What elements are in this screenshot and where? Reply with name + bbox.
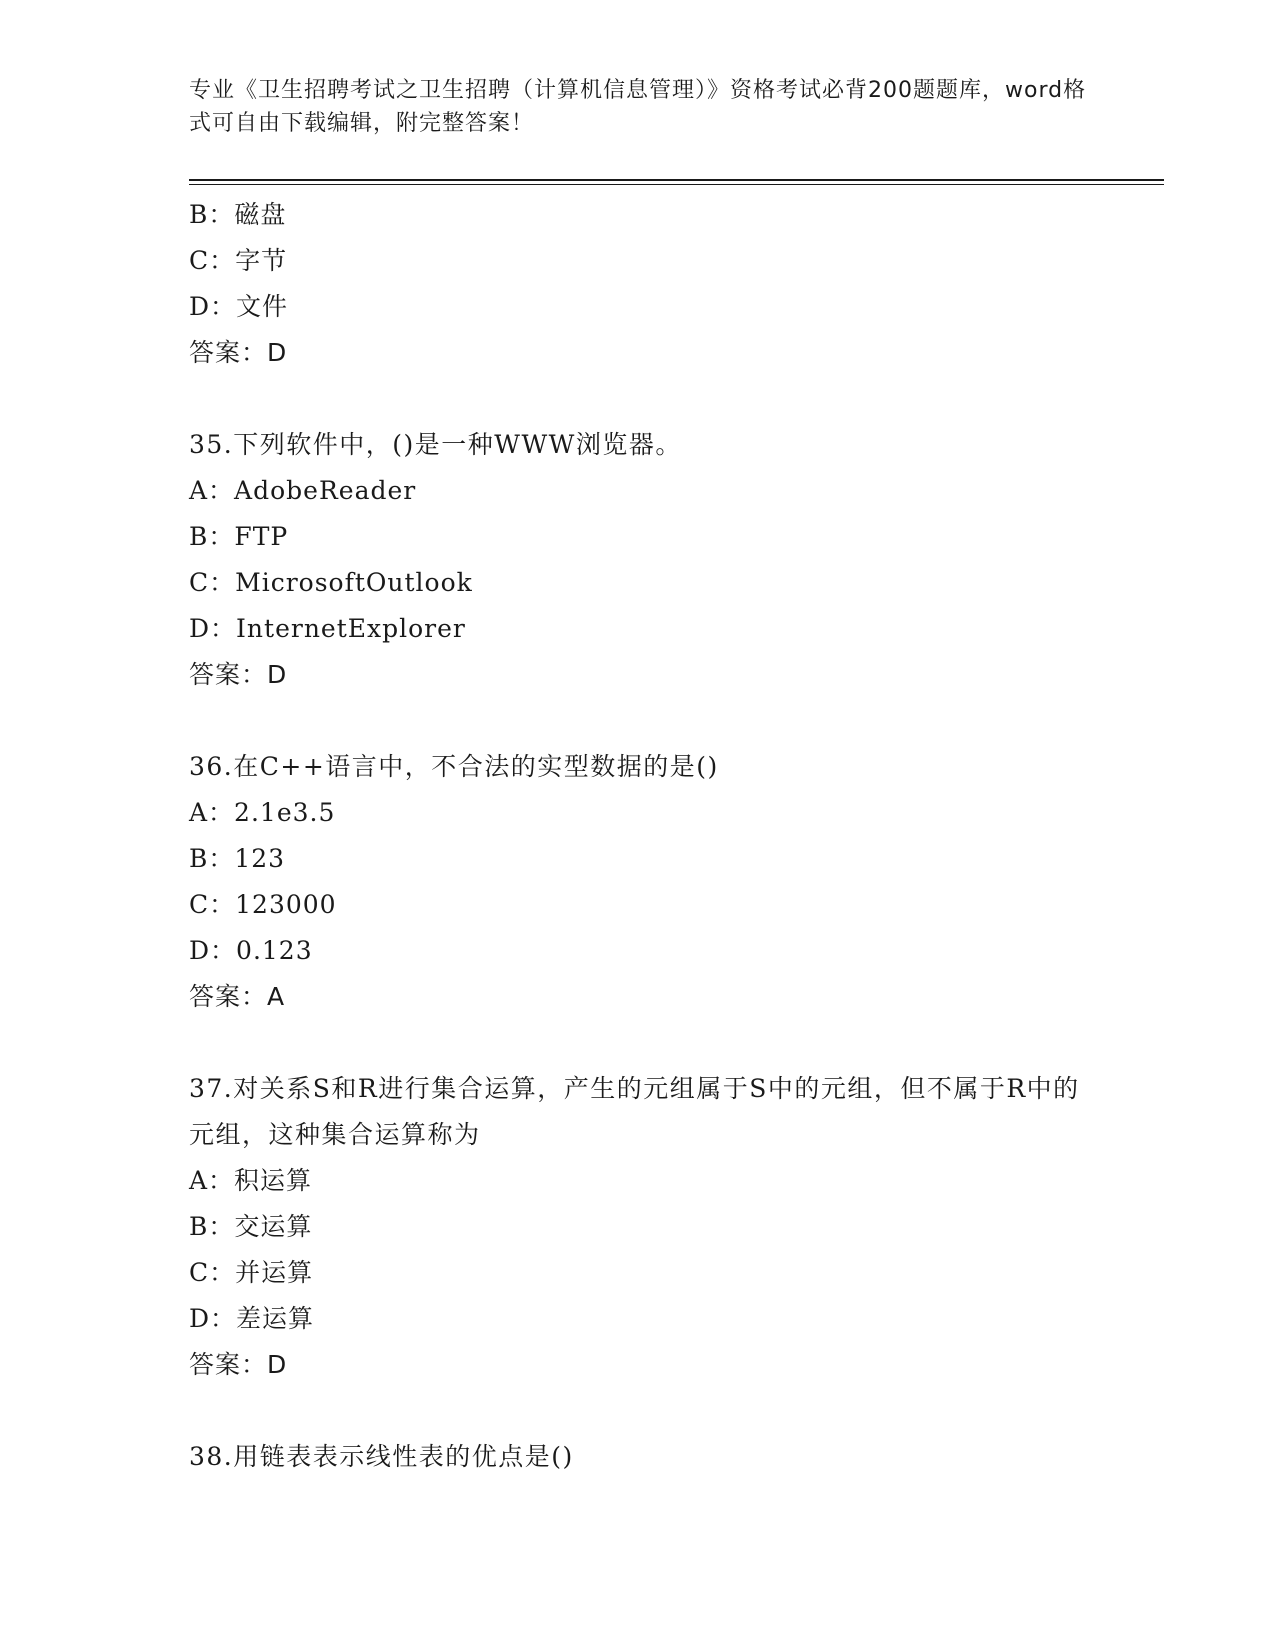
option-c: C：字节	[189, 246, 288, 275]
question-text: 38.用链表表示线性表的优点是()	[189, 1442, 574, 1471]
option-c: C：并运算	[189, 1258, 314, 1287]
question-block-37	[189, 1066, 1089, 1388]
option-b: B：磁盘	[189, 200, 287, 229]
option-b: B：交运算	[189, 1212, 313, 1241]
question-text: 36.在C++语言中，不合法的实型数据的是()	[189, 752, 719, 781]
option-d: D：InternetExplorer	[189, 614, 466, 643]
answer-line: 答案：D	[189, 1350, 288, 1379]
question-text: 37.对关系S和R进行集合运算，产生的元组属于S中的元组，但不属于R中的元组，这种集合运算称为	[189, 1074, 1080, 1149]
document-header: 专业《卫生招聘考试之卫生招聘（计算机信息管理）》资格考试必背200题题库，word格式可自由下载编辑，附完整答案！	[189, 78, 1087, 136]
question-block-previous	[189, 192, 1089, 376]
option-a: A：积运算	[189, 1166, 313, 1195]
option-d: D：文件	[189, 292, 289, 321]
answer-line: 答案：A	[189, 982, 286, 1011]
header-rule-thin	[189, 184, 1164, 185]
question-block-38	[189, 1434, 1089, 1480]
option-d: D：0.123	[189, 936, 313, 965]
question-block-36	[189, 744, 1089, 1020]
header-rule-thick	[189, 179, 1164, 181]
option-c: C：123000	[189, 890, 337, 919]
option-a: A：AdobeReader	[189, 476, 417, 505]
question-list	[189, 192, 1089, 1480]
option-c: C：MicrosoftOutlook	[189, 568, 473, 597]
question-block-35	[189, 422, 1089, 698]
option-b: B：123	[189, 844, 286, 873]
option-d: D：差运算	[189, 1304, 315, 1333]
answer-line: 答案：D	[189, 660, 288, 689]
option-b: B：FTP	[189, 522, 289, 551]
question-text: 35.下列软件中，()是一种WWW浏览器。	[189, 430, 682, 459]
option-a: A：2.1e3.5	[189, 798, 336, 827]
answer-line: 答案：D	[189, 338, 288, 367]
